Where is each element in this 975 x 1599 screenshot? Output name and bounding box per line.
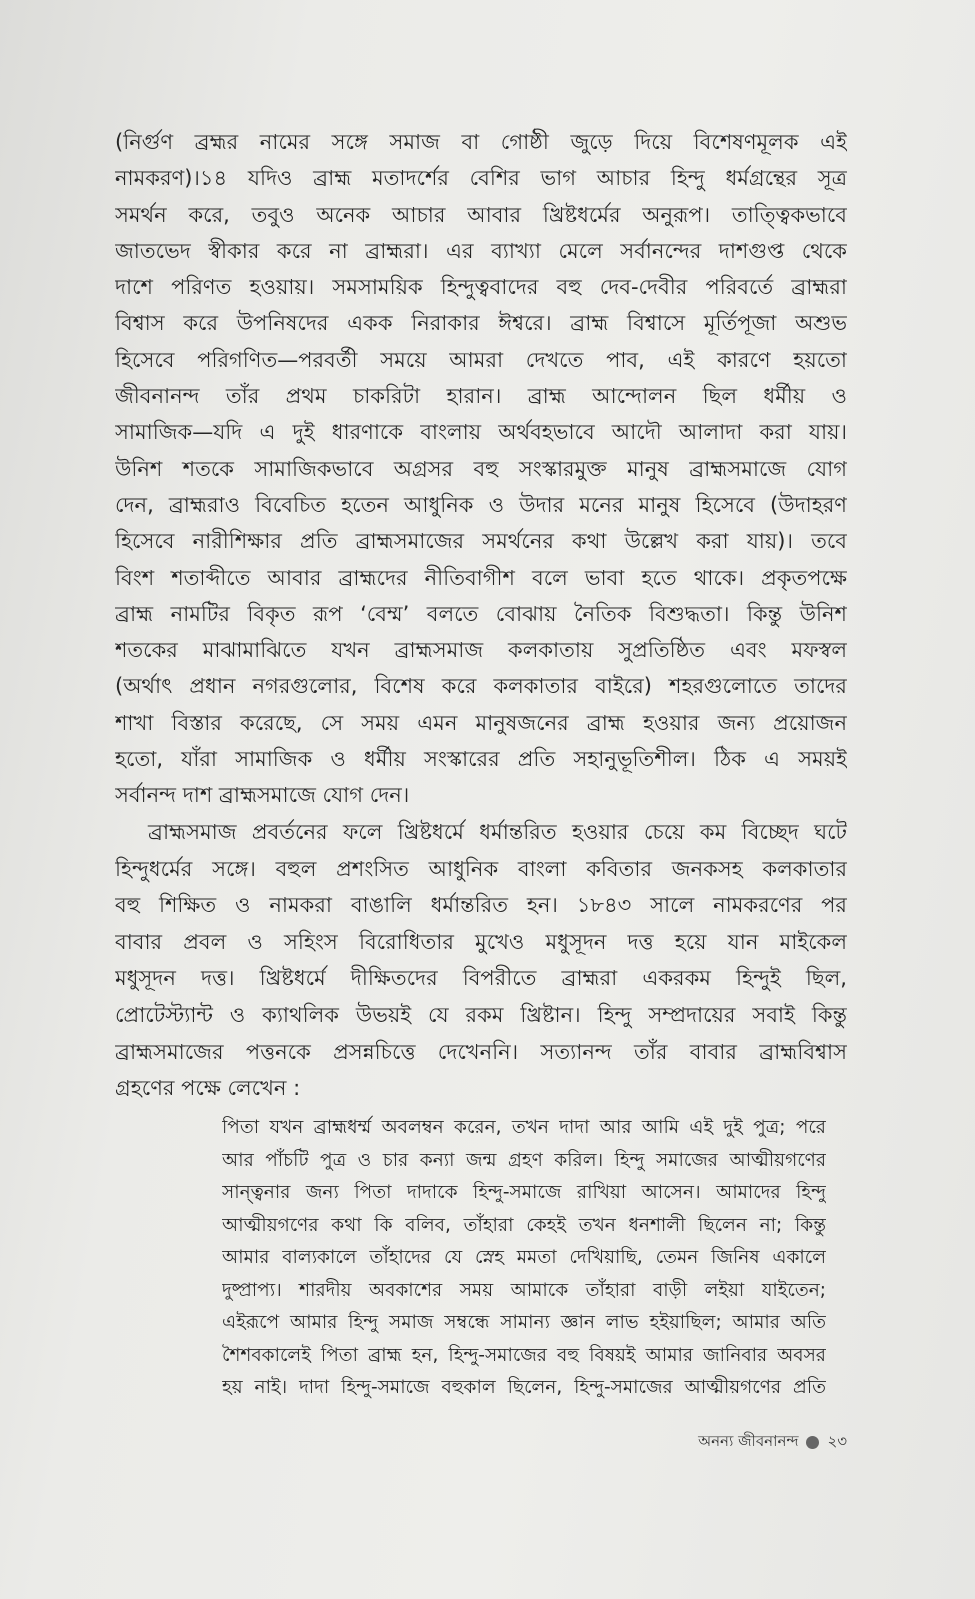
- text-line: মধুসূদন দত্ত। খ্রিষ্টধর্মে দীক্ষিতদের বিপরীতে ব্রাহ্মরা একরকম হিন্দুই ছিল,: [115, 966, 847, 991]
- text-line: দাশে পরিণত হওয়ায়। সমসাময়িক হিন্দুত্ববাদের বহু দেব-দেবীর পরিবর্তে ব্রাহ্মরা: [115, 275, 847, 300]
- text-line: শৈশবকালেই পিতা ব্রাহ্ম হন, হিন্দু-সমাজের বহু বিষয়ই আমার জানিবার অবসর: [222, 1344, 826, 1366]
- text-line: হিসেবে নারীশিক্ষার প্রতি ব্রাহ্মসমাজের সমর্থনের কথা উল্লেখ করা যায়)। তবে: [115, 529, 847, 554]
- text-line: ব্রাহ্ম নামটির বিকৃত রূপ ‘বেম্ম’ বলতে বোঝায় নৈতিক বিশুদ্ধতা। কিন্তু উনিশ: [115, 601, 847, 626]
- text-line: হয় নাই। দাদা হিন্দু-সমাজে বহুকাল ছিলেন, হিন্দু-সমাজের আত্মীয়গণের প্রতি: [222, 1377, 826, 1398]
- text-line: হতো, যাঁরা সামাজিক ও ধর্মীয় সংস্কারের প্রতি সহানুভূতিশীল। ঠিক এ সময়ই: [115, 747, 847, 772]
- text-line: সর্বানন্দ দাশ ব্রাহ্মসমাজে যোগ দেন।: [115, 783, 410, 808]
- text-line: ব্রাহ্মসমাজের পত্তনকে প্রসন্নচিত্তে দেখেননি। সত্যানন্দ তাঁর বাবার ব্রাহ্মবিশ্বাস: [115, 1039, 847, 1064]
- text-line: (অর্থাৎ প্রধান নগরগুলোর, বিশেষ করে কলকাতার বাইরে) শহরগুলোতে তাদের: [115, 674, 847, 699]
- text-line: বিংশ শতাব্দীতে আবার ব্রাহ্মদের নীতিবাগীশ বলে ভাবা হতে থাকে। প্রকৃতপক্ষে: [115, 565, 847, 590]
- text-line: ব্রাহ্মসমাজ প্রবর্তনের ফলে খ্রিষ্টধর্মে ধর্মান্তরিত হওয়ার চেয়ে কম বিচ্ছেদ ঘটে: [148, 820, 847, 844]
- text-line: বিশ্বাস করে উপনিষদের একক নিরাকার ঈশ্বরে। ব্রাহ্ম বিশ্বাসে মূর্তিপূজা অশুভ: [115, 311, 847, 336]
- text-line: জীবনানন্দ তাঁর প্রথম চাকরিটা হারান। ব্রাহ্ম আন্দোলন ছিল ধর্মীয় ও: [115, 384, 847, 409]
- text-line: জাতভেদ স্বীকার করে না ব্রাহ্মরা। এর ব্যাখ্যা মেলে সর্বানন্দের দাশগুপ্ত থেকে: [115, 238, 847, 263]
- page-footer: [698, 1430, 847, 1455]
- text-line: প্রোটেস্ট্যান্ট ও ক্যাথলিক উভয়ই যে রকম খ্রিষ্টান। হিন্দু সম্প্রদায়ের সবাই কিন্তু: [115, 1002, 847, 1027]
- page-number: ২৩: [827, 1432, 847, 1450]
- text-line: গ্রহণের পক্ষে লেখেন :: [115, 1076, 301, 1101]
- text-line: শতকের মাঝামাঝিতে যখন ব্রাহ্মসমাজ কলকাতায় সুপ্রতিষ্ঠিত এবং মফস্বল: [115, 638, 847, 663]
- text-line: পিতা যখন ব্রাহ্মধর্ম্ম অবলম্বন করেন, তখন দাদা আর আমি এই দুই পুত্র; পরে: [222, 1117, 826, 1138]
- text-line: দেন, ব্রাহ্মরাও বিবেচিত হতেন আধুনিক ও উদার মনের মানুষ হিসেবে (উদাহরণ: [115, 492, 847, 517]
- paragraph-2: [115, 814, 847, 1107]
- paragraph-1: [115, 124, 847, 814]
- text-line: এইরূপে আমার হিন্দু সমাজ সম্বন্ধে সামান্য জ্ঞান লাভ হইয়াছিল; আমার অতি: [222, 1312, 826, 1333]
- text-line: হিসেবে পরিগণিত—পরবর্তী সময়ে আমরা দেখতে পাব, এই কারণে হয়তো: [115, 347, 847, 372]
- text-line: আত্মীয়গণের কথা কি বলিব, তাঁহারা কেহই তখন ধনশালী ছিলেন না; কিন্তু: [222, 1214, 826, 1236]
- text-line: সামাজিক—যদি এ দুই ধারণাকে বাংলায় অর্থবহভাবে আদৌ আলাদা করা যায়।: [115, 420, 847, 445]
- text-line: বাবার প্রবল ও সহিংস বিরোধিতার মুখেও মধুসূদন দত্ত হয়ে যান মাইকেল: [115, 929, 847, 954]
- text-line: সান্ত্বনার জন্য পিতা দাদাকে হিন্দু-সমাজে রাখিয়া আসেন। আমাদের হিন্দু: [222, 1182, 826, 1203]
- text-line: আমার বাল্যকালে তাঁহাদের যে স্নেহ মমতা দেখিয়াছি, তেমন জিনিষ একালে: [222, 1247, 826, 1268]
- text-line: উনিশ শতকে সামাজিকভাবে অগ্রসর বহু সংস্কারমুক্ত মানুষ ব্রাহ্মসমাজে যোগ: [115, 456, 847, 481]
- text-line: নামকরণ)।১৪ যদিও ব্রাহ্ম মতাদর্শের বেশির ভাগ আচার হিন্দু ধর্মগ্রন্থের সূত্র: [115, 166, 847, 191]
- text-line: দুষ্প্রাপ্য। শারদীয় অবকাশের সময় আমাকে তাঁহারা বাড়ী লইয়া যাইতেন;: [222, 1279, 826, 1301]
- text-line: হিন্দুধর্মের সঙ্গে। বহুল প্রশংসিত আধুনিক বাংলা কবিতার জনকসহ কলকাতার: [115, 856, 847, 881]
- text-line: (নির্গুণ ব্রহ্মর নামের সঙ্গে সমাজ বা গোষ্ঠী জুড়ে দিয়ে বিশেষণমূলক এই: [115, 130, 847, 154]
- text-line: আর পাঁচটি পুত্র ও চার কন্যা জন্ম গ্রহণ করিল। হিন্দু সমাজের আত্মীয়গণের: [222, 1149, 826, 1171]
- bullet-dot-icon: [806, 1436, 819, 1449]
- text-line: সমর্থন করে, তবুও অনেক আচার আবার খ্রিষ্টধর্মের অনুরূপ। তাত্ত্বিকভাবে: [115, 202, 847, 227]
- block-quote: [222, 1112, 826, 1405]
- running-title: অনন্য জীবনানন্দ: [698, 1432, 799, 1450]
- text-line: শাখা বিস্তার করেছে, সে সময় এমন মানুষজনের ব্রাহ্ম হওয়ার জন্য প্রয়োজন: [115, 710, 847, 735]
- text-line: বহু শিক্ষিত ও নামকরা বাঙালি ধর্মান্তরিত হন। ১৮৪৩ সালে নামকরণের পর: [115, 893, 847, 918]
